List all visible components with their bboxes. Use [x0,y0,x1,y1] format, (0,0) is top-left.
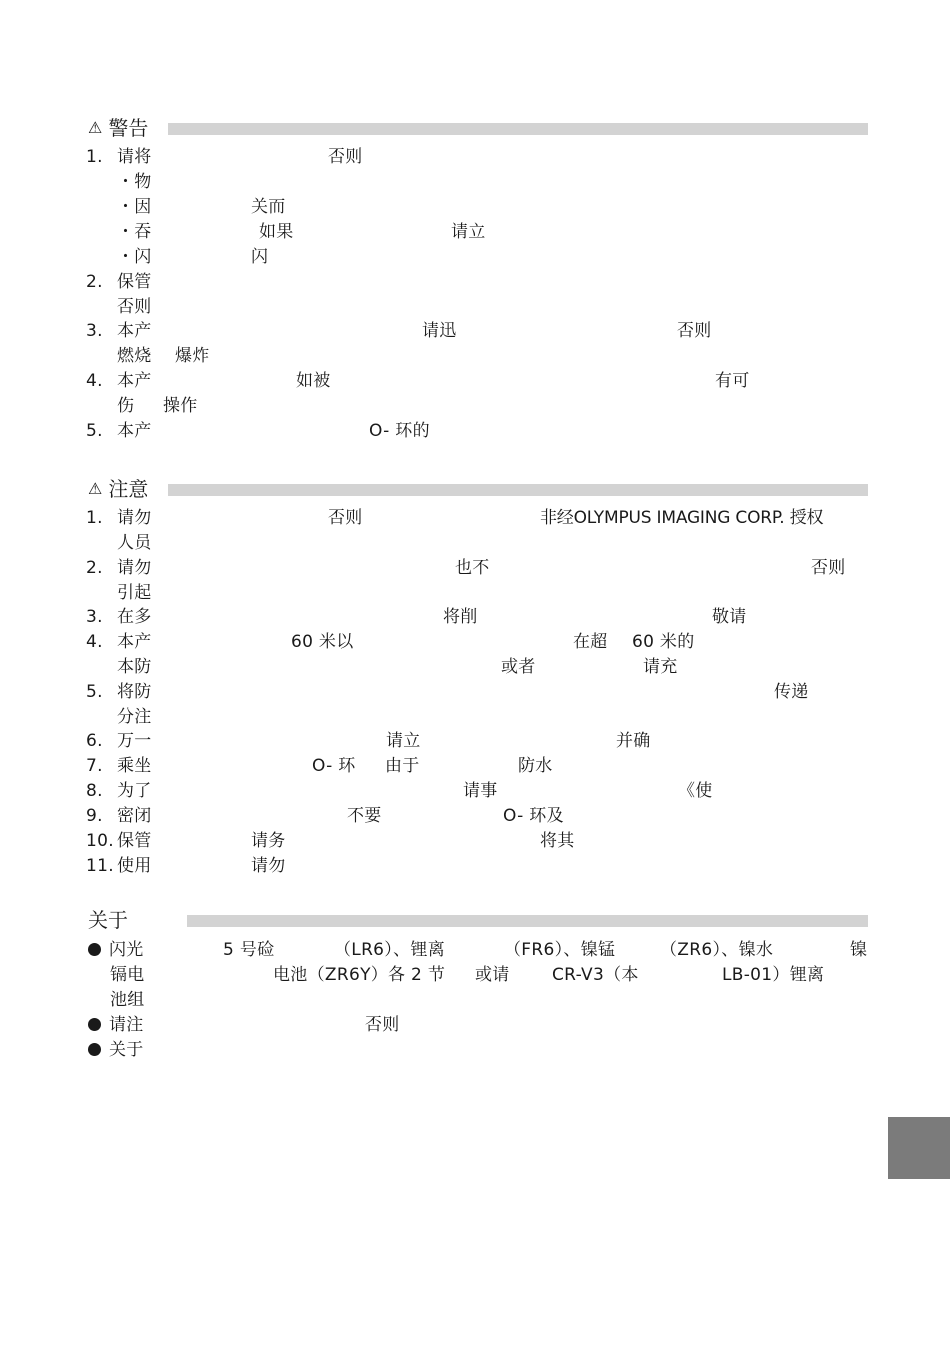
about-section-header [88,908,128,932]
about-item-2-text-b: 否则 [365,1015,400,1035]
about-item-1-cont-c: 或请 [475,965,510,985]
warning-item-1-sub-2-b: 关而 [251,197,286,217]
warning-item-1-sub-2-a: ・因 [117,197,152,217]
caution-item-7-text-a: 乘坐 [117,756,152,776]
warning-item-5-text-b: O- 环的 [369,421,430,441]
warning-item-2-number: 2. [86,272,103,292]
about-item-1-text-f: 镍 [850,940,868,960]
caution-item-1-text-c: 非经OLYMPUS IMAGING CORP. 授权 [540,508,824,528]
about-item-1-cont-b: 电池（ZR6Y）各 2 节 [273,965,446,985]
caution-item-5-text-a: 将防 [117,682,152,702]
caution-item-9-number: 9. [86,806,103,826]
caution-item-10-number: 10. [86,831,114,851]
warning-section-header [88,116,148,140]
caution-item-2-text-c: 否则 [811,558,846,578]
about-item-1-text-b: 5 号硷 [223,940,275,960]
caution-section-bar [168,484,868,496]
warning-item-1-sub-3-a: ・吞 [117,222,152,242]
warning-item-2-text-a: 保管 [117,272,152,292]
about-item-1-cont-e: LB-01）锂离 [722,965,825,985]
caution-item-3-text-a: 在多 [117,607,152,627]
warning-item-2-cont-a: 否则 [117,297,152,317]
warning-section-bar [168,123,868,135]
caution-item-3-text-b: 将削 [443,607,478,627]
caution-item-10-text-b: 请务 [251,831,286,851]
warning-item-4-cont-a: 伤 [117,396,135,416]
caution-item-1-number: 1. [86,508,103,528]
warning-item-3-cont-b: 爆炸 [175,346,210,366]
caution-item-9-text-b: 不要 [347,806,382,826]
caution-item-11-number: 11. [86,856,114,876]
warning-item-4-text-c: 有可 [715,371,750,391]
caution-item-2-number: 2. [86,558,103,578]
caution-item-6-number: 6. [86,731,103,751]
caution-item-4-text-c: 在超 [573,632,608,652]
warning-item-4-text-a: 本产 [117,371,152,391]
caution-item-2-text-b: 也不 [455,558,490,578]
warning-item-4-text-b: 如被 [296,371,331,391]
about-item-1-cont-a: 镉电 [110,965,145,985]
warning-item-1-number: 1. [86,147,103,167]
caution-item-4-number: 4. [86,632,103,652]
caution-item-9-text-c: O- 环及 [503,806,564,826]
caution-item-1-text-a: 请勿 [117,508,152,528]
warning-item-4-number: 4. [86,371,103,391]
warning-item-1-sub-3-c: 请立 [451,222,486,242]
warning-triangle-icon: ⚠ [88,118,103,137]
warning-item-1-sub-1: ・物 [117,172,152,192]
warning-item-1-text-a: 请将 [117,147,152,167]
warning-item-3-text-a: 本产 [117,321,152,341]
warning-item-5-number: 5. [86,421,103,441]
caution-item-2-text-a: 请勿 [117,558,152,578]
caution-item-4-text-a: 本产 [117,632,152,652]
about-item-1-text-d: （FR6）、镍锰 [504,940,616,960]
warning-triangle-icon: ⚠ [88,479,103,498]
caution-item-10-text-c: 将其 [540,831,575,851]
about-section-title: 关于 [88,908,128,932]
caution-item-3-number: 3. [86,607,103,627]
caution-item-11-text-b: 请勿 [251,856,286,876]
caution-item-8-text-b: 请事 [463,781,498,801]
chapter-thumb-tab [888,1117,950,1179]
caution-item-9-text-a: 密闭 [117,806,152,826]
warning-item-3-text-b: 请迅 [422,321,457,341]
caution-item-5-number: 5. [86,682,103,702]
caution-item-7-number: 7. [86,756,103,776]
caution-item-6-text-a: 万一 [117,731,152,751]
caution-item-1-text-b: 否则 [328,508,363,528]
caution-item-8-text-a: 为了 [117,781,152,801]
caution-item-7-text-d: 防水 [518,756,553,776]
caution-item-6-text-c: 并确 [616,731,651,751]
caution-item-1-cont-a: 人员 [117,533,152,553]
about-section-bar [187,915,868,927]
caution-item-8-text-c: 《使 [678,781,713,801]
caution-item-7-text-c: 由于 [385,756,420,776]
caution-item-11-text-a: 使用 [117,856,152,876]
caution-item-4-cont-a: 本防 [117,657,152,677]
about-item-1-cont-d: CR-V3（本 [552,965,639,985]
warning-item-1-text-b: 否则 [328,147,363,167]
caution-item-8-number: 8. [86,781,103,801]
warning-item-3-text-c: 否则 [677,321,712,341]
caution-item-5-text-b: 传递 [774,682,809,702]
caution-item-4-cont-c: 请充 [643,657,678,677]
caution-item-6-text-b: 请立 [386,731,421,751]
caution-item-3-text-c: 敬请 [712,607,747,627]
caution-item-2-cont-a: 引起 [117,583,152,603]
about-item-3-text-a: 关于 [109,1040,144,1060]
about-item-2-text-a: 请注 [109,1015,144,1035]
caution-item-4-text-b: 60 米以 [291,632,354,652]
about-item-1-cont-f: 池组 [110,990,145,1010]
warning-item-1-sub-3-b: 如果 [259,222,294,242]
warning-item-1-sub-4-b: 闪 [251,247,269,267]
caution-item-4-cont-b: 或者 [501,657,536,677]
list-bullet [88,943,101,956]
warning-section-title: 警告 [108,116,149,140]
warning-item-4-cont-b: 操作 [163,396,198,416]
caution-item-5-cont-a: 分注 [117,707,152,727]
warning-item-1-sub-4-a: ・闪 [117,247,152,267]
about-item-1-text-e: （ZR6）、镍水 [660,940,774,960]
caution-item-7-text-b: O- 环 [312,756,356,776]
warning-item-3-cont-a: 燃烧 [117,346,152,366]
caution-section-header [88,477,148,501]
caution-section-title: 注意 [108,477,149,501]
about-item-1-text-c: （LR6）、锂离 [334,940,445,960]
about-item-1-text-a: 闪光 [109,940,144,960]
caution-item-10-text-a: 保管 [117,831,152,851]
caution-item-4-text-d: 60 米的 [632,632,695,652]
list-bullet [88,1018,101,1031]
warning-item-3-number: 3. [86,321,103,341]
warning-item-5-text-a: 本产 [117,421,152,441]
list-bullet [88,1043,101,1056]
